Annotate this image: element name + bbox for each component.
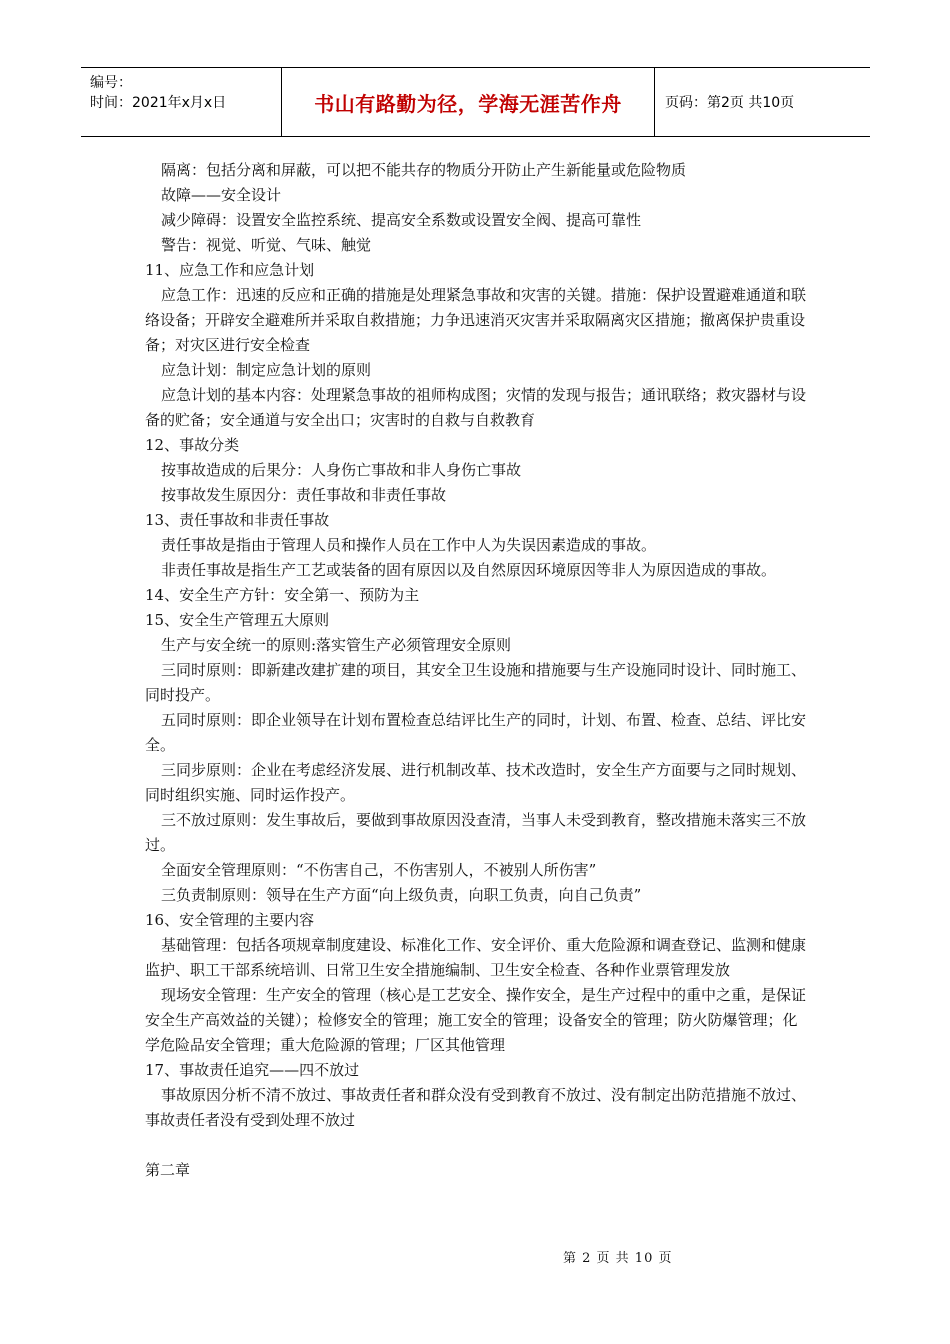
chapter-label: 第二章 [145, 1161, 191, 1179]
code-label: 编号： [90, 75, 132, 91]
body-paragraph: 非责任事故是指生产工艺或装备的固有原因以及自然原因环境原因等非人为原因造成的事故。 [161, 561, 777, 579]
body-paragraph: 减少障碍：设置安全监控系统、提高安全系数或设置安全阀、提高可靠性 [161, 211, 642, 229]
body-paragraph: 按事故发生原因分：责任事故和非责任事故 [161, 486, 447, 504]
body-paragraph: 事故原因分析不清不放过、事故责任者和群众没有受到教育不放过、没有制定出防范措施不放过、事故责任者没有受到处理不放过 [145, 1086, 807, 1129]
section-heading: 14、安全生产方针：安全第一、预防为主 [145, 586, 420, 604]
body-paragraph: 警告：视觉、听觉、气味、触觉 [161, 236, 372, 254]
header-page-info: 页码：第2页 共10页 [665, 95, 795, 111]
body-paragraph: 全面安全管理原则：“不伤害自己，不伤害别人，不被别人所伤害” [161, 861, 597, 879]
body-paragraph: 故障——安全设计 [161, 186, 282, 204]
header-meta [81, 68, 282, 136]
section-heading: 13、责任事故和非责任事故 [145, 511, 330, 529]
document-body [145, 158, 810, 1183]
body-paragraph: 按事故造成的后果分：人身伤亡事故和非人身伤亡事故 [161, 461, 522, 479]
body-paragraph: 五同时原则：即企业领导在计划布置检查总结评比生产的同时，计划、布置、检查、总结、评比安全。 [145, 711, 807, 754]
body-paragraph: 三同时原则：即新建改建扩建的项目，其安全卫生设施和措施要与生产设施同时设计、同时施工、同时投产。 [145, 661, 807, 704]
body-paragraph: 三同步原则：企业在考虑经济发展、进行机制改革、技术改造时，安全生产方面要与之同时规划、同时组织实施、同时运作投产。 [145, 761, 807, 804]
body-paragraph: 三负责制原则：领导在生产方面“向上级负责，向职工负责，向自己负责” [161, 886, 642, 904]
body-paragraph: 现场安全管理：生产安全的管理（核心是工艺安全、操作安全，是生产过程中的重中之重，是保证安全生产高效益的关键）；检修安全的管理；施工安全的管理；设备安全的管理；防火防爆管理；化学危险品安全管理；重大危险源的管理；厂区其他管理 [145, 986, 807, 1054]
body-paragraph: 隔离：包括分离和屏蔽，可以把不能共存的物质分开防止产生新能量或危险物质 [161, 161, 687, 179]
section-heading: 12、事故分类 [145, 436, 240, 454]
body-paragraph: 责任事故是指由于管理人员和操作人员在工作中人为失误因素造成的事故。 [161, 536, 657, 554]
body-paragraph: 应急工作：迅速的反应和正确的措施是处理紧急事故和灾害的关键。措施：保护设置避难通道和联络设备；开辟安全避难所并采取自救措施；力争迅速消灭灾害并采取隔离灾区措施；撤离保护贵重设备；对灾区进行安全检查 [145, 286, 807, 354]
document-header [81, 67, 870, 137]
header-motto: 书山有路勤为径，学海无涯苦作舟 [282, 68, 655, 136]
body-paragraph: 三不放过原则：发生事故后，要做到事故原因没查清，当事人未受到教育，整改措施未落实三不放过。 [145, 811, 807, 854]
body-paragraph: 应急计划：制定应急计划的原则 [161, 361, 372, 379]
body-paragraph: 基础管理：包括各项规章制度建设、标准化工作、安全评价、重大危险源和调查登记、监测和健康监护、职工干部系统培训、日常卫生安全措施编制、卫生安全检查、各种作业票管理发放 [145, 936, 807, 979]
section-heading: 15、安全生产管理五大原则 [145, 611, 330, 629]
section-heading: 17、事故责任追究——四不放过 [145, 1061, 360, 1079]
date-label: 时间：2021年x月x日 [90, 95, 227, 111]
section-heading: 16、安全管理的主要内容 [145, 911, 315, 929]
body-paragraph: 生产与安全统一的原则:落实管生产必须管理安全原则 [161, 636, 512, 654]
body-paragraph: 应急计划的基本内容：处理紧急事故的祖师构成图；灾情的发现与报告；通讯联络；救灾器材与设备的贮备；安全通道与安全出口；灾害时的自救与自救教育 [145, 386, 807, 429]
page-footer: 第 2 页 共 10 页 [563, 1251, 673, 1266]
section-heading: 11、应急工作和应急计划 [145, 261, 315, 279]
